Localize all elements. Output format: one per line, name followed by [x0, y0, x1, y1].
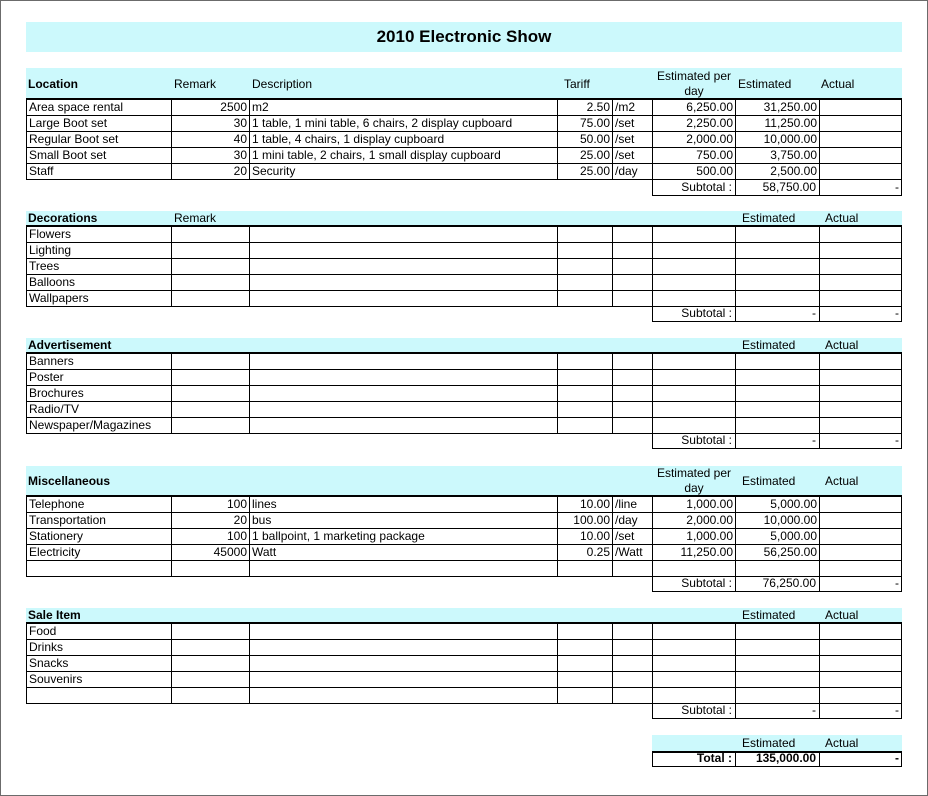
page-title: 2010 Electronic Show	[26, 22, 902, 52]
remark-value[interactable]	[172, 227, 250, 243]
unit-value[interactable]	[613, 227, 653, 243]
subtotal-estimated-value[interactable]: 58,750.00	[736, 180, 820, 195]
decorations-subtotal-row	[652, 306, 902, 322]
per-day-value[interactable]	[653, 227, 736, 243]
sale-sale-item-heading: Sale Item	[28, 608, 81, 622]
table-row	[26, 132, 902, 148]
unit-value[interactable]	[613, 640, 653, 656]
tariff-value[interactable]	[558, 402, 613, 418]
unit-value[interactable]	[613, 259, 653, 275]
remark-value[interactable]	[172, 386, 250, 402]
table-row	[26, 100, 902, 116]
description-value[interactable]	[250, 640, 558, 656]
estimated-value[interactable]	[736, 370, 820, 386]
sale-header-bar	[26, 608, 902, 624]
actual-value[interactable]	[820, 259, 902, 275]
total-row	[652, 751, 902, 767]
total-estimated-heading: Estimated	[742, 736, 796, 750]
unit-value[interactable]	[613, 672, 653, 688]
tariff-value[interactable]	[558, 561, 613, 577]
location-per-day-heading: Estimated per day	[656, 69, 732, 98]
description-value[interactable]	[250, 291, 558, 307]
unit-value[interactable]: /day	[613, 164, 653, 180]
table-row	[26, 513, 902, 529]
table-row	[26, 545, 902, 561]
item-name[interactable]: Food	[26, 624, 172, 640]
item-name[interactable]: Snacks	[26, 656, 172, 672]
description-value[interactable]	[250, 688, 558, 704]
tariff-value[interactable]	[558, 386, 613, 402]
subtotal-label: Subtotal :	[653, 433, 736, 448]
sale-estimated-heading: Estimated	[742, 608, 796, 622]
actual-value[interactable]	[820, 497, 902, 513]
actual-value[interactable]	[820, 545, 902, 561]
per-day-value[interactable]	[653, 640, 736, 656]
description-value[interactable]: 1 mini table, 2 chairs, 1 small display cupboard	[250, 148, 558, 164]
table-row	[26, 624, 902, 640]
advertisement-advertisement-heading: Advertisement	[28, 338, 112, 352]
unit-value[interactable]	[613, 624, 653, 640]
estimated-value[interactable]: 11,250.00	[736, 116, 820, 132]
estimated-value[interactable]: 10,000.00	[736, 513, 820, 529]
actual-value[interactable]	[820, 116, 902, 132]
estimated-value[interactable]	[736, 672, 820, 688]
estimated-value[interactable]: 5,000.00	[736, 497, 820, 513]
actual-value[interactable]	[820, 275, 902, 291]
location-location-heading: Location	[28, 77, 78, 91]
advertisement-subtotal-row	[652, 433, 902, 449]
unit-value[interactable]	[613, 243, 653, 259]
item-name[interactable]: Drinks	[26, 640, 172, 656]
description-value[interactable]: Watt	[250, 545, 558, 561]
estimated-value[interactable]	[736, 402, 820, 418]
tariff-value[interactable]: 10.00	[558, 497, 613, 513]
total-estimated-value[interactable]: 135,000.00	[736, 751, 820, 766]
description-value[interactable]: 1 ballpoint, 1 marketing package	[250, 529, 558, 545]
decorations-actual-heading: Actual	[825, 211, 859, 225]
item-name[interactable]: Electricity	[26, 545, 172, 561]
table-row	[26, 497, 902, 513]
total-actual-value[interactable]: -	[895, 751, 899, 765]
location-description-heading: Description	[252, 77, 313, 91]
item-name[interactable]: Souvenirs	[26, 672, 172, 688]
actual-value[interactable]	[820, 418, 902, 434]
remark-value[interactable]	[172, 561, 250, 577]
unit-value[interactable]: /set	[613, 132, 653, 148]
remark-value[interactable]	[172, 402, 250, 418]
remark-value[interactable]	[172, 243, 250, 259]
per-day-value[interactable]	[653, 243, 736, 259]
per-day-value[interactable]: 11,250.00	[653, 545, 736, 561]
subtotal-label: Subtotal :	[653, 576, 736, 591]
tariff-value[interactable]	[558, 640, 613, 656]
unit-value[interactable]	[613, 402, 653, 418]
location-header-bar	[26, 68, 902, 100]
table-row	[26, 370, 902, 386]
decorations-header-bar	[26, 211, 902, 227]
item-name[interactable]: Flowers	[26, 227, 172, 243]
description-value[interactable]: Security	[250, 164, 558, 180]
table-row	[26, 259, 902, 275]
actual-value[interactable]	[820, 561, 902, 577]
tariff-value[interactable]	[558, 354, 613, 370]
estimated-value[interactable]	[736, 291, 820, 307]
description-value[interactable]: bus	[250, 513, 558, 529]
remark-value[interactable]	[172, 418, 250, 434]
description-value[interactable]	[250, 656, 558, 672]
description-value[interactable]	[250, 227, 558, 243]
per-day-value[interactable]	[653, 259, 736, 275]
unit-value[interactable]: /set	[613, 116, 653, 132]
description-value[interactable]: 1 table, 1 mini table, 6 chairs, 2 display cupboard	[250, 116, 558, 132]
subtotal-label: Subtotal :	[653, 180, 736, 195]
estimated-value[interactable]	[736, 259, 820, 275]
misc-miscellaneous-heading: Miscellaneous	[28, 474, 111, 488]
unit-value[interactable]: /line	[613, 497, 653, 513]
tariff-value[interactable]	[558, 688, 613, 704]
misc-actual-heading: Actual	[825, 474, 859, 488]
tariff-value[interactable]: 0.25	[558, 545, 613, 561]
table-row	[26, 275, 902, 291]
description-value[interactable]	[250, 624, 558, 640]
per-day-value[interactable]	[653, 275, 736, 291]
item-name[interactable]: Small Boot set	[26, 148, 172, 164]
remark-value[interactable]	[172, 354, 250, 370]
misc-header-bar	[26, 466, 902, 497]
total-label: Total :	[653, 751, 736, 766]
table-row	[26, 640, 902, 656]
unit-value[interactable]	[613, 688, 653, 704]
table-row	[26, 354, 902, 370]
tariff-value[interactable]	[558, 227, 613, 243]
item-name[interactable]: Regular Boot set	[26, 132, 172, 148]
actual-value[interactable]	[820, 227, 902, 243]
estimated-value[interactable]: 31,250.00	[736, 100, 820, 116]
subtotal-actual-value[interactable]: -	[895, 703, 899, 717]
per-day-value[interactable]: 750.00	[653, 148, 736, 164]
remark-value[interactable]: 40	[172, 132, 250, 148]
actual-value[interactable]	[820, 243, 902, 259]
item-name[interactable]	[26, 688, 172, 704]
remark-value[interactable]: 45000	[172, 545, 250, 561]
actual-value[interactable]	[820, 354, 902, 370]
item-name[interactable]: Trees	[26, 259, 172, 275]
remark-value[interactable]	[172, 672, 250, 688]
unit-value[interactable]	[613, 386, 653, 402]
subtotal-actual-value[interactable]: -	[895, 576, 899, 590]
description-value[interactable]	[250, 561, 558, 577]
actual-value[interactable]	[820, 100, 902, 116]
unit-value[interactable]	[613, 275, 653, 291]
estimated-value[interactable]	[736, 275, 820, 291]
decorations-remark-heading: Remark	[174, 211, 217, 225]
estimated-value[interactable]	[736, 418, 820, 434]
remark-value[interactable]: 100	[172, 497, 250, 513]
per-day-value[interactable]	[653, 656, 736, 672]
remark-value[interactable]: 20	[172, 513, 250, 529]
item-name[interactable]: Transportation	[26, 513, 172, 529]
item-name[interactable]: Poster	[26, 370, 172, 386]
per-day-value[interactable]	[653, 386, 736, 402]
subtotal-actual-value[interactable]: -	[895, 433, 899, 447]
estimated-value[interactable]: 5,000.00	[736, 529, 820, 545]
estimated-value[interactable]	[736, 227, 820, 243]
description-value[interactable]: 1 table, 4 chairs, 1 display cupboard	[250, 132, 558, 148]
actual-value[interactable]	[820, 402, 902, 418]
unit-value[interactable]: /Watt	[613, 545, 653, 561]
per-day-value[interactable]	[653, 370, 736, 386]
estimated-value[interactable]	[736, 656, 820, 672]
remark-value[interactable]	[172, 291, 250, 307]
table-row	[26, 116, 902, 132]
tariff-value[interactable]	[558, 370, 613, 386]
subtotal-estimated-value[interactable]: -	[736, 433, 820, 448]
per-day-value[interactable]: 500.00	[653, 164, 736, 180]
remark-value[interactable]	[172, 259, 250, 275]
tariff-value[interactable]	[558, 418, 613, 434]
description-value[interactable]	[250, 402, 558, 418]
description-value[interactable]	[250, 672, 558, 688]
tariff-value[interactable]: 50.00	[558, 132, 613, 148]
actual-value[interactable]	[820, 291, 902, 307]
tariff-value[interactable]	[558, 672, 613, 688]
table-row	[26, 386, 902, 402]
tariff-value[interactable]	[558, 291, 613, 307]
tariff-value[interactable]	[558, 624, 613, 640]
item-name[interactable]: Radio/TV	[26, 402, 172, 418]
tariff-value[interactable]	[558, 259, 613, 275]
table-row	[26, 672, 902, 688]
remark-value[interactable]	[172, 275, 250, 291]
item-name[interactable]: Wallpapers	[26, 291, 172, 307]
actual-value[interactable]	[820, 513, 902, 529]
estimated-value[interactable]	[736, 688, 820, 704]
item-name[interactable]: Telephone	[26, 497, 172, 513]
description-value[interactable]	[250, 386, 558, 402]
table-row	[26, 243, 902, 259]
estimated-value[interactable]	[736, 624, 820, 640]
total-actual-heading: Actual	[825, 736, 859, 750]
subtotal-actual-value[interactable]: -	[895, 306, 899, 320]
remark-value[interactable]: 100	[172, 529, 250, 545]
actual-value[interactable]	[820, 386, 902, 402]
table-row	[26, 227, 902, 243]
table-row	[26, 402, 902, 418]
subtotal-estimated-value[interactable]: 76,250.00	[736, 576, 820, 591]
remark-value[interactable]: 30	[172, 148, 250, 164]
actual-value[interactable]	[820, 164, 902, 180]
per-day-value[interactable]	[653, 402, 736, 418]
decorations-decorations-heading: Decorations	[28, 211, 98, 225]
estimated-value[interactable]: 56,250.00	[736, 545, 820, 561]
table-row	[26, 418, 902, 434]
tariff-value[interactable]	[558, 243, 613, 259]
subtotal-label: Subtotal :	[653, 703, 736, 718]
item-name[interactable]: Newspaper/Magazines	[26, 418, 172, 434]
description-value[interactable]	[250, 370, 558, 386]
unit-value[interactable]	[613, 418, 653, 434]
estimated-value[interactable]	[736, 354, 820, 370]
location-actual-heading: Actual	[821, 77, 855, 91]
unit-value[interactable]	[613, 370, 653, 386]
description-value[interactable]	[250, 275, 558, 291]
sale-subtotal-row	[652, 703, 902, 719]
misc-subtotal-row	[652, 576, 902, 592]
per-day-value[interactable]	[653, 561, 736, 577]
subtotal-estimated-value[interactable]: -	[736, 703, 820, 718]
per-day-value[interactable]: 6,250.00	[653, 100, 736, 116]
misc-per-day-heading: Estimated per day	[656, 466, 732, 495]
tariff-value[interactable]	[558, 656, 613, 672]
item-name[interactable]: Lighting	[26, 243, 172, 259]
tariff-value[interactable]: 100.00	[558, 513, 613, 529]
description-value[interactable]	[250, 259, 558, 275]
location-subtotal-row	[652, 180, 902, 196]
actual-value[interactable]	[820, 640, 902, 656]
remark-value[interactable]: 30	[172, 116, 250, 132]
unit-value[interactable]: /set	[613, 148, 653, 164]
per-day-value[interactable]: 2,000.00	[653, 132, 736, 148]
item-name[interactable]: Area space rental	[26, 100, 172, 116]
estimated-value[interactable]: 10,000.00	[736, 132, 820, 148]
tariff-value[interactable]: 10.00	[558, 529, 613, 545]
remark-value[interactable]	[172, 656, 250, 672]
description-value[interactable]: m2	[250, 100, 558, 116]
actual-value[interactable]	[820, 148, 902, 164]
description-value[interactable]: lines	[250, 497, 558, 513]
table-row	[26, 656, 902, 672]
per-day-value[interactable]	[653, 418, 736, 434]
unit-value[interactable]: /day	[613, 513, 653, 529]
estimated-value[interactable]	[736, 640, 820, 656]
advertisement-header-bar	[26, 338, 902, 354]
misc-estimated-heading: Estimated	[742, 474, 796, 488]
subtotal-label: Subtotal :	[653, 306, 736, 321]
subtotal-actual-value[interactable]: -	[895, 180, 899, 194]
sale-actual-heading: Actual	[825, 608, 859, 622]
per-day-value[interactable]	[653, 354, 736, 370]
per-day-value[interactable]	[653, 688, 736, 704]
unit-value[interactable]	[613, 291, 653, 307]
per-day-value[interactable]	[653, 672, 736, 688]
table-row	[26, 148, 902, 164]
location-tariff-heading: Tariff	[564, 77, 590, 91]
decorations-estimated-heading: Estimated	[742, 211, 796, 225]
tariff-value[interactable]: 25.00	[558, 148, 613, 164]
tariff-value[interactable]: 75.00	[558, 116, 613, 132]
tariff-value[interactable]: 2.50	[558, 100, 613, 116]
actual-value[interactable]	[820, 688, 902, 704]
unit-value[interactable]: /set	[613, 529, 653, 545]
actual-value[interactable]	[820, 370, 902, 386]
subtotal-estimated-value[interactable]: -	[736, 306, 820, 321]
item-name[interactable]: Staff	[26, 164, 172, 180]
actual-value[interactable]	[820, 672, 902, 688]
table-row	[26, 529, 902, 545]
table-row	[26, 688, 902, 704]
item-name[interactable]: Banners	[26, 354, 172, 370]
per-day-value[interactable]	[653, 624, 736, 640]
item-name[interactable]: Balloons	[26, 275, 172, 291]
per-day-value[interactable]: 1,000.00	[653, 497, 736, 513]
advertisement-actual-heading: Actual	[825, 338, 859, 352]
location-remark-heading: Remark	[174, 77, 217, 91]
remark-value[interactable]	[172, 688, 250, 704]
per-day-value[interactable]: 2,250.00	[653, 116, 736, 132]
tariff-value[interactable]: 25.00	[558, 164, 613, 180]
table-row	[26, 291, 902, 307]
actual-value[interactable]	[820, 132, 902, 148]
unit-value[interactable]	[613, 561, 653, 577]
actual-value[interactable]	[820, 624, 902, 640]
estimated-value[interactable]	[736, 386, 820, 402]
location-estimated-heading: Estimated	[738, 77, 792, 91]
remark-value[interactable]: 2500	[172, 100, 250, 116]
item-name[interactable]: Stationery	[26, 529, 172, 545]
per-day-value[interactable]: 2,000.00	[653, 513, 736, 529]
description-value[interactable]	[250, 418, 558, 434]
unit-value[interactable]	[613, 354, 653, 370]
item-name[interactable]: Large Boot set	[26, 116, 172, 132]
remark-value[interactable]: 20	[172, 164, 250, 180]
remark-value[interactable]	[172, 640, 250, 656]
remark-value[interactable]	[172, 624, 250, 640]
actual-value[interactable]	[820, 656, 902, 672]
unit-value[interactable]	[613, 656, 653, 672]
estimated-value[interactable]: 3,750.00	[736, 148, 820, 164]
description-value[interactable]	[250, 243, 558, 259]
description-value[interactable]	[250, 354, 558, 370]
table-row	[26, 561, 902, 577]
tariff-value[interactable]	[558, 275, 613, 291]
estimated-value[interactable]	[736, 561, 820, 577]
estimated-value[interactable]	[736, 243, 820, 259]
per-day-value[interactable]	[653, 291, 736, 307]
advertisement-estimated-heading: Estimated	[742, 338, 796, 352]
actual-value[interactable]	[820, 529, 902, 545]
unit-value[interactable]: /m2	[613, 100, 653, 116]
remark-value[interactable]	[172, 370, 250, 386]
table-row	[26, 164, 902, 180]
item-name[interactable]	[26, 561, 172, 577]
item-name[interactable]: Brochures	[26, 386, 172, 402]
estimated-value[interactable]: 2,500.00	[736, 164, 820, 180]
per-day-value[interactable]: 1,000.00	[653, 529, 736, 545]
